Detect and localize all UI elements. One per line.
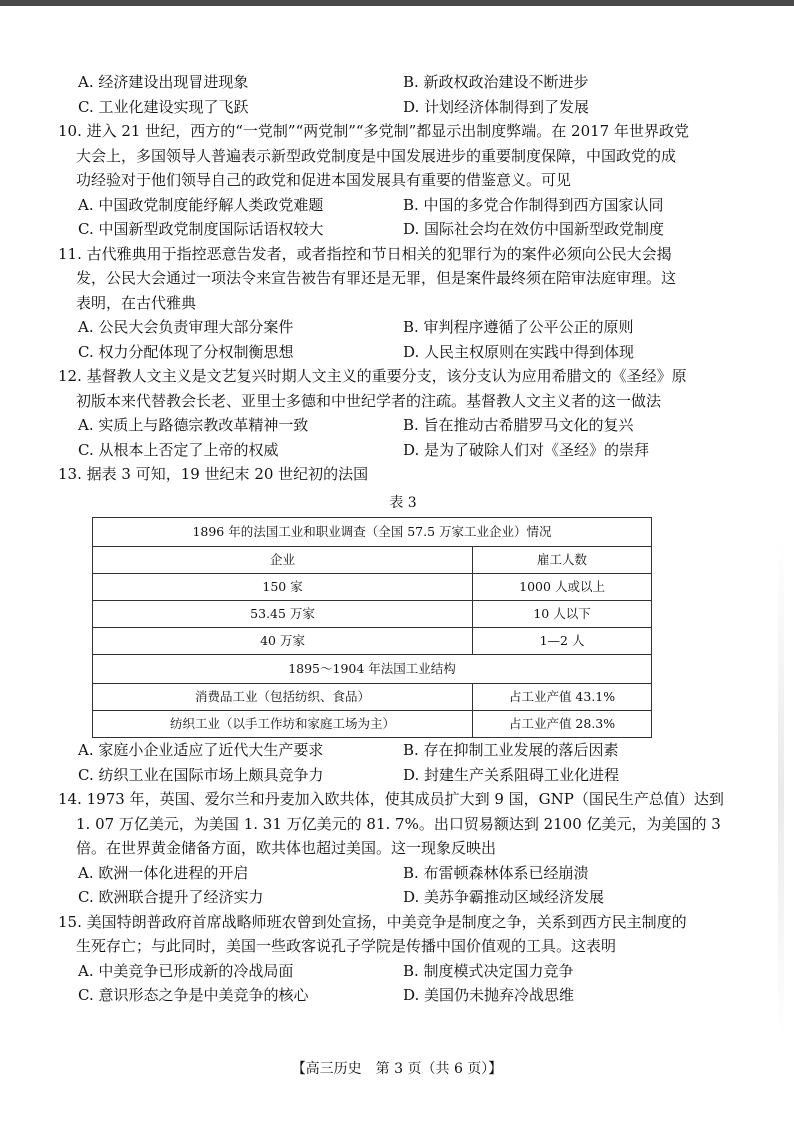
q13-option-a: A. 家庭小企业适应了近代大生产要求 <box>78 741 324 759</box>
q14-stem-line-3: 倍。在世界黄金储备方面，欧共体也超过美国。这一现象反映出 <box>76 839 497 857</box>
table-section-title: 1895～1904 年法国工业结构 <box>93 655 652 684</box>
table-header-cell: 雇工人数 <box>473 547 652 574</box>
q11-stem-line-3: 表明，在古代雅典 <box>76 293 197 312</box>
q10-option-d: D. 国际社会均在效仿中国新型政党制度 <box>403 220 665 238</box>
q11-option-c: C. 权力分配体现了分权制衡思想 <box>78 342 294 361</box>
table-row <box>93 711 652 738</box>
q14-option-b: B. 布雷顿森林体系已经崩溃 <box>403 863 589 882</box>
q15-stem-line-2: 生死存亡；与此同时，美国一些政客说孔子学院是传播中国价值观的工具。这表明 <box>76 937 617 955</box>
q11-stem-line-2: 发，公民大会通过一项法令来宣告被告有罪还是无罪，但是案件最终须在陪审法庭审理。这 <box>76 269 677 287</box>
table-cell: 40 万家 <box>93 628 473 655</box>
q13-options-row-2 <box>58 763 748 788</box>
table-cell: 占工业产值 43.1% <box>473 684 652 711</box>
q15-option-a: A. 中美竞争已形成新的冷战局面 <box>78 961 294 980</box>
q12-option-b: B. 旨在推动古希腊罗马文化的复兴 <box>403 416 634 434</box>
q12-option-a: A. 实质上与路德宗教改革精神一致 <box>78 416 309 434</box>
q14-option-a: A. 欧洲一体化进程的开启 <box>78 863 249 882</box>
q9-option-a: A. 经济建设出现冒进现象 <box>78 73 249 91</box>
table-caption: 表 3 <box>389 494 417 511</box>
q12-options-row-1 <box>58 413 748 438</box>
table-cell: 150 家 <box>93 574 473 601</box>
top-scan-edge <box>0 0 794 6</box>
q13-option-d: D. 封建生产关系阻碍工业化进程 <box>403 765 620 784</box>
q13-option-b: B. 存在抑制工业发展的落后因素 <box>403 741 619 759</box>
q10-option-a: A. 中国政党制度能纾解人类政党难题 <box>78 195 324 214</box>
q10-option-c: C. 中国新型政党制度国际话语权较大 <box>78 220 324 238</box>
q10-options-row-1 <box>58 193 748 218</box>
exam-page <box>58 70 748 1008</box>
table-row <box>93 601 652 628</box>
q13-stem-line-1: 13. 据表 3 可知，19 世纪末 20 世纪初的法国 <box>58 465 369 483</box>
q15-options-row-1 <box>58 959 748 984</box>
table-cell: 纺织工业（以手工作坊和家庭工场为主） <box>93 711 473 738</box>
q12-stem-line-2: 初版本来代替教会长老、亚里士多德和中世纪学者的注疏。基督教人文主义者的这一做法 <box>76 391 662 410</box>
q14-option-d: D. 美苏争霸推动区域经济发展 <box>403 888 605 906</box>
table-cell: 1—2 人 <box>473 628 652 655</box>
q10-option-b: B. 中国的多党合作制得到西方国家认同 <box>403 195 664 214</box>
q9-options-row-1 <box>58 70 748 95</box>
q11-stem-line-1: 11. 古代雅典用于指控恶意告发者，或者指控和节日相关的犯罪行为的案件必须向公民大会揭 <box>58 244 672 263</box>
q9-option-c: C. 工业化建设实现了飞跃 <box>78 97 249 116</box>
q15-option-b: B. 制度模式决定国力竞争 <box>403 961 574 980</box>
q9-option-d: D. 计划经济体制得到了发展 <box>403 97 590 116</box>
q11-option-a: A. 公民大会负责审理大部分案件 <box>78 318 294 336</box>
q14-option-c: C. 欧洲联合提升了经济实力 <box>78 888 264 906</box>
q13-option-c: C. 纺织工业在国际市场上颇具竞争力 <box>78 765 324 784</box>
q12-option-c: C. 从根本上否定了上帝的权威 <box>78 440 279 459</box>
question-10 <box>58 119 748 193</box>
q15-option-d: D. 美国仍未抛弃冷战思维 <box>403 986 575 1004</box>
q10-stem-line-2: 大会上，多国领导人普遍表示新型政党制度是中国发展进步的重要制度保障，中国政党的成 <box>76 146 677 165</box>
data-table <box>92 517 652 738</box>
table-cell: 53.45 万家 <box>93 601 473 628</box>
question-15 <box>58 910 748 959</box>
table-cell: 10 人以下 <box>473 601 652 628</box>
question-12 <box>58 364 748 413</box>
q14-options-row-2 <box>58 885 748 910</box>
q15-option-c: C. 意识形态之争是中美竞争的核心 <box>78 986 309 1004</box>
q9-options-row-2 <box>58 95 748 120</box>
q14-options-row-1 <box>58 861 748 886</box>
q10-stem-line-1: 10. 进入 21 世纪，西方的“一党制”“两党制”“多党制”都显示出制度弊端。在 2017 年世界政党 <box>58 122 689 140</box>
table-row <box>93 655 652 684</box>
q10-options-row-2 <box>58 217 748 242</box>
question-14 <box>58 787 748 861</box>
table-cell: 占工业产值 28.3% <box>473 711 652 738</box>
q12-stem-line-1: 12. 基督教人文主义是文艺复兴时期人文主义的重要分支，该分支认为应用希腊文的《圣经》原 <box>58 367 687 385</box>
q15-stem-line-1: 15. 美国特朗普政府首席战略师班农曾到处宣扬，中美竞争是制度之争，关系到西方民主制度的 <box>58 912 687 931</box>
q9-option-b: B. 新政权政治建设不断进步 <box>403 73 589 91</box>
q13-options-row-1 <box>58 738 748 763</box>
table-cell: 消费品工业（包括纺织、食品） <box>93 684 473 711</box>
q12-option-d: D. 是为了破除人们对《圣经》的崇拜 <box>403 440 650 459</box>
table-row <box>93 628 652 655</box>
q10-stem-line-3: 功经验对于他们领导自己的政党和促进本国发展具有重要的借鉴意义。可见 <box>76 171 572 189</box>
q15-options-row-2 <box>58 983 748 1008</box>
q11-option-d: D. 人民主权原则在实践中得到体现 <box>403 342 635 361</box>
q11-options-row-1 <box>58 315 748 340</box>
q14-stem-line-2: 1. 07 万亿美元，为美国 1. 31 万亿美元的 81. 7%。出口贸易额达到 2100 亿美元，为美国的 3 <box>76 814 721 833</box>
question-13 <box>58 462 748 487</box>
table-cell: 1000 人或以上 <box>473 574 652 601</box>
table-header-cell: 企业 <box>93 547 473 574</box>
scan-shadow <box>778 540 784 1040</box>
page-footer: 【高三历史 第 3 页（共 6 页）】 <box>291 1061 503 1077</box>
q14-stem-line-1: 14. 1973 年，英国、爱尔兰和丹麦加入欧共体，使其成员扩大到 9 国，GNP（国民生产总值）达到 <box>58 790 724 808</box>
table-header-row <box>93 547 652 574</box>
table-row <box>93 684 652 711</box>
q11-option-b: B. 审判程序遵循了公平公正的原则 <box>403 318 634 336</box>
table-row <box>93 574 652 601</box>
question-11 <box>58 242 748 316</box>
q11-options-row-2 <box>58 340 748 365</box>
table-section-title: 1896 年的法国工业和职业调查（全国 57.5 万家工业企业）情况 <box>93 518 652 547</box>
table-row <box>93 518 652 547</box>
q12-options-row-2 <box>58 438 748 463</box>
